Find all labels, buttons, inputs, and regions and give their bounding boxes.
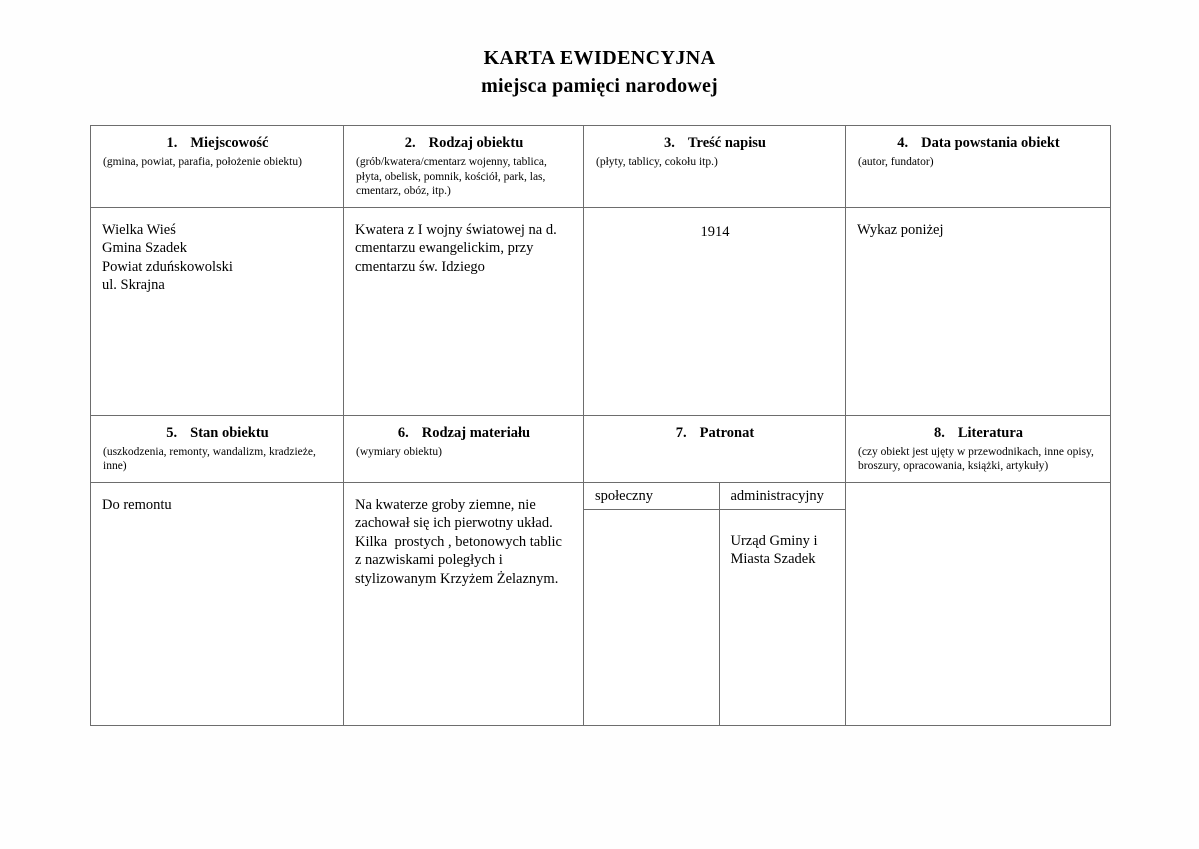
- field-8-hint: [857, 445, 1100, 474]
- field-7-number: 7.: [675, 424, 687, 441]
- field-6-value-line-4: z nazwiskami poległych i: [355, 552, 503, 569]
- field-2-number: 2.: [404, 135, 416, 151]
- patronat-administrative-value-line-2: Miasta Szadek: [730, 551, 816, 568]
- field-1-value: [102, 217, 333, 295]
- field-6-hint-line-1: (wymiary obiektu): [356, 445, 442, 458]
- field-5-hint-line-2: kradzieże, inne): [103, 445, 316, 472]
- field-3-hint: [595, 155, 835, 170]
- field-8-number: 8.: [933, 424, 945, 441]
- field-1-number: 1.: [166, 135, 178, 151]
- field-2-value: [355, 217, 573, 277]
- record-card-table: [90, 125, 1111, 726]
- field-4-hint: [857, 155, 1100, 170]
- field-3-title-line: [595, 135, 835, 152]
- field-1-value-line-3: Powiat zduńskowolski: [102, 258, 233, 275]
- field-6-value: [355, 492, 573, 589]
- field-6-value-line-3: Kilka prostych , betonowych tablic: [355, 533, 562, 550]
- field-1-value-line-2: Gmina Szadek: [102, 240, 187, 257]
- value-cell-field-1[interactable]: [91, 207, 344, 415]
- field-3-value: 1914: [700, 223, 730, 240]
- field-6-value-line-1: Na kwaterze groby ziemne, nie: [355, 496, 536, 513]
- field-8-label: Literatura: [957, 424, 1024, 441]
- field-8-hint-line-2: opisy, broszury, opracowania, książki, artykuły): [858, 445, 1094, 472]
- field-2-hint-line-2: płyta, obelisk, pomnik, kościół, park, las,: [356, 170, 546, 183]
- value-cell-field-2[interactable]: [344, 207, 584, 415]
- field-7-label: Patronat: [699, 424, 755, 441]
- field-2-value-line-2: cmentarzu ewangelickim, przy: [355, 240, 534, 257]
- field-1-hint: [102, 155, 333, 170]
- field-6-label: Rodzaj materiału: [421, 424, 531, 441]
- header-row-fields-5-8: [91, 415, 1111, 482]
- field-2-title-line: [355, 135, 573, 152]
- field-4-hint-line-1: (autor, fundator): [858, 156, 934, 168]
- field-8-value: [857, 492, 1100, 496]
- patronat-social-header-cell: [584, 483, 719, 510]
- field-1-hint-line-2: obiektu): [263, 156, 302, 168]
- field-2-hint-line-1: (grób/kwatera/cmentarz wojenny, tablica,: [356, 156, 547, 168]
- field-2-value-line-1: Kwatera z I wojny światowej na d.: [355, 221, 557, 238]
- header-cell-field-1: [91, 126, 344, 208]
- header-row-fields-1-4: [91, 126, 1111, 208]
- field-3-hint-line-1: (płyty, tablicy, cokołu itp.): [596, 156, 718, 168]
- title-line-primary: KARTA EWIDENCYJNA: [483, 47, 716, 69]
- patronat-social-label: społeczny: [595, 487, 653, 504]
- field-1-title-line: [102, 135, 333, 152]
- field-5-title-line: [102, 425, 333, 442]
- field-4-title-line: [857, 135, 1100, 152]
- header-cell-field-8: [846, 415, 1111, 482]
- header-cell-field-3: [584, 126, 846, 208]
- header-cell-field-4: [846, 126, 1111, 208]
- value-cell-field-4[interactable]: [846, 207, 1111, 415]
- field-4-label: Data powstania obiekt: [921, 135, 1060, 151]
- header-cell-field-7: [584, 415, 846, 482]
- field-2-value-line-3: cmentarzu św. Idziego: [355, 258, 485, 275]
- title-line-secondary: miejsca pamięci narodowej: [481, 75, 718, 97]
- patronat-sub-table: [584, 483, 845, 725]
- field-4-value: Wykaz poniżej: [857, 221, 944, 238]
- field-2-hint-line-3: cmentarz, obóz, itp.): [356, 185, 451, 197]
- value-cell-field-6[interactable]: [344, 482, 584, 725]
- patronat-sub-header-row: [584, 483, 845, 510]
- patronat-administrative-value-line-1: Urząd Gminy i: [730, 532, 818, 549]
- field-1-label: Miejscowość: [190, 135, 269, 151]
- field-2-hint: [355, 155, 573, 199]
- field-1-value-line-4: ul. Skrajna: [102, 277, 165, 294]
- patronat-administrative-label: administracyjny: [730, 487, 824, 504]
- header-cell-field-2: [344, 126, 584, 208]
- field-5-hint: [102, 445, 333, 474]
- data-row-fields-1-4: [91, 207, 1111, 415]
- patronat-administrative-value: [720, 510, 846, 573]
- field-5-value: Do remontu: [102, 496, 172, 513]
- patronat-administrative-header-cell: [719, 483, 845, 510]
- field-6-number: 6.: [397, 424, 409, 441]
- field-4-number: 4.: [897, 135, 909, 151]
- header-cell-field-6: [344, 415, 584, 482]
- document-title: [0, 46, 1199, 99]
- field-6-hint: [355, 445, 573, 460]
- value-cell-field-5[interactable]: [91, 482, 344, 725]
- field-3-label: Treść napisu: [687, 135, 766, 151]
- patronat-social-value-cell[interactable]: [584, 509, 719, 725]
- data-row-fields-5-8: [91, 482, 1111, 725]
- header-cell-field-5: [91, 415, 344, 482]
- field-6-title-line: [355, 425, 573, 442]
- field-1-hint-line-1: (gmina, powiat, parafia, położenie: [103, 156, 261, 168]
- value-cell-field-7: [584, 482, 846, 725]
- field-7-title-line: [595, 425, 835, 442]
- patronat-administrative-value-cell[interactable]: [719, 509, 845, 725]
- field-8-hint-line-1: (czy obiekt jest ujęty w przewodnikach, inne: [858, 445, 1064, 458]
- value-cell-field-8[interactable]: [846, 482, 1111, 725]
- value-cell-field-3[interactable]: [584, 207, 846, 415]
- patronat-social-value: [584, 510, 719, 536]
- field-1-value-line-1: Wielka Wieś: [102, 221, 176, 238]
- field-3-number: 3.: [664, 135, 675, 151]
- field-2-label: Rodzaj obiektu: [428, 135, 524, 151]
- field-5-label: Stan obiektu: [190, 424, 269, 441]
- field-5-number: 5.: [166, 424, 178, 441]
- patronat-sub-value-row: [584, 509, 845, 725]
- field-6-value-line-2: zachował się ich pierwotny układ.: [355, 515, 553, 532]
- field-5-hint-line-1: (uszkodzenia, remonty, wandalizm,: [103, 445, 267, 458]
- field-8-title-line: [857, 425, 1100, 442]
- field-6-value-line-5: stylizowanym Krzyżem Żelaznym.: [355, 570, 559, 587]
